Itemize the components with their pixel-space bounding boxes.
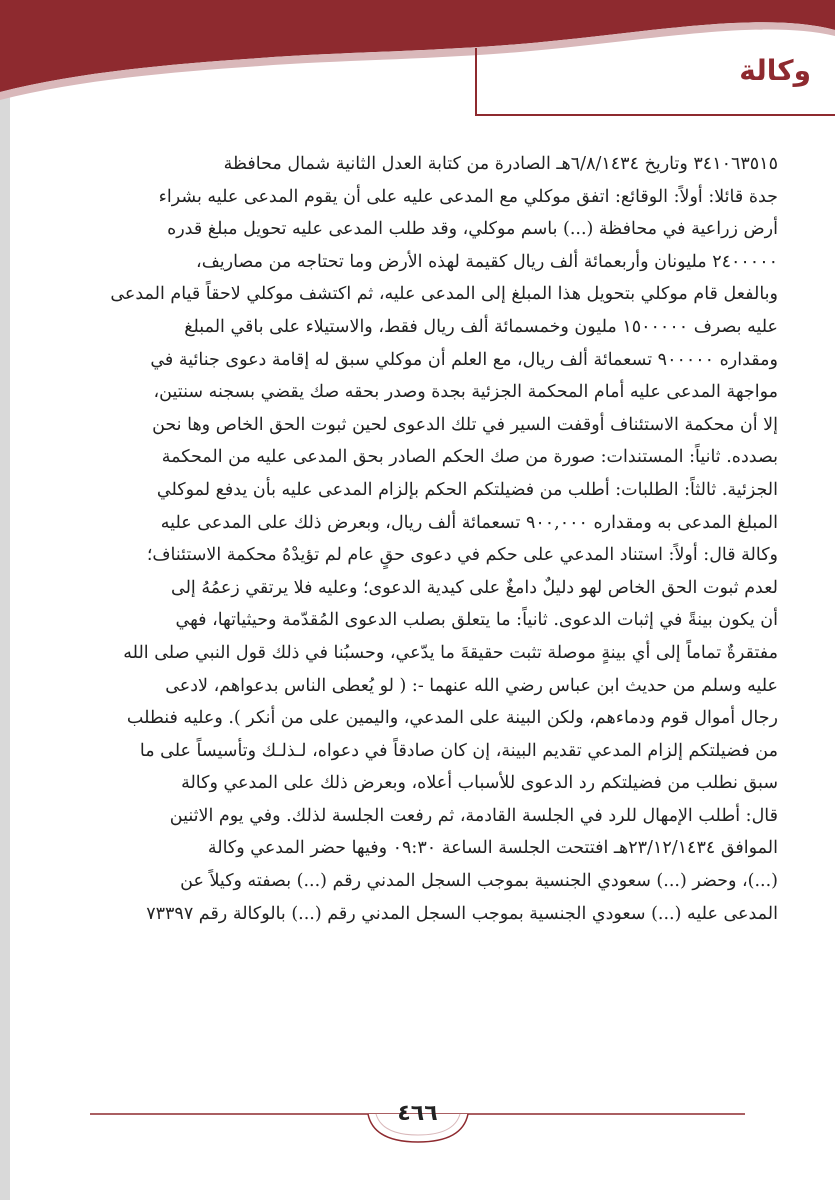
body-line: من فضيلتكم إلزام المدعي تقديم البينة، إن كان صادقاً في دعواه، لـذلـك وتأسيساً على ما [139, 740, 778, 761]
body-line: لعدم ثبوت الحق الخاص لهو دليلٌ دامغٌ على كيدية الدعوى؛ وعليه فلا يرتقي زعمُهُ إلى [170, 577, 778, 598]
chapter-title: وكالة [739, 54, 811, 87]
body-line: سبق نطلب من فضيلتكم رد الدعوى للأسباب أعلاه، وبعرض ذلك على المدعي وكالة [181, 773, 778, 794]
body-line: عليه بصرف ١٥٠٠٠٠٠ مليون وخمسمائة ألف ريال فقط، والاستيلاء على باقي المبلغ [184, 316, 778, 337]
chapter-title-box [475, 48, 835, 116]
body-line: ٢٤٠٠٠٠٠ مليونان وأربعمائة ألف ريال كقيمة لهذه الأرض وما تحتاجه من مصاريف، [196, 251, 778, 272]
page-number: ٤٦٦ [397, 1101, 438, 1126]
body-line: الجزئية. ثالثاً: الطلبات: أطلب من فضيلتكم الحكم بإلزام المدعى عليه بأن يدفع لموكلي [156, 479, 778, 500]
body-line: إلا أن محكمة الاستئناف أوقفت السير في تلك الدعوى لحين ثبوت الحق الخاص وها نحن [152, 414, 778, 435]
body-line: الموافق ٢٣/١٢/١٤٣٤هـ افتتحت الجلسة الساعة ٠٩:٣٠ وفيها حضر المدعي وكالة [207, 838, 778, 859]
body-line: رجال أموال قوم ودماءهم، ولكن البينة على المدعي، واليمين على من أنكر ). وعليه فنطلب [126, 708, 778, 729]
body-line: أرض زراعية في محافظة (...) باسم موكلي، وقد طلب المدعى عليه تحويل مبلغ قدره [167, 219, 778, 240]
body-line: وبالفعل قام موكلي بتحويل هذا المبلغ إلى المدعى عليه، ثم اكتشف موكلي لاحقاً قيام المدعى [110, 284, 778, 305]
body-line: بصدده. ثانياً: المستندات: صورة من صك الحكم الصادر بحق المدعى عليه من المحكمة [161, 447, 778, 468]
page-edge-shadow [0, 0, 10, 1200]
body-line: عليه وسلم من حديث ابن عباس رضي الله عنهما -: ( لو يُعطى الناس بدعواهم، لادعى [165, 675, 778, 696]
body-line: المبلغ المدعى به ومقداره ٩٠٠,٠٠٠ تسعمائة ألف ريال، وبعرض ذلك على المدعى عليه [160, 512, 778, 533]
page-body-text [56, 148, 778, 930]
body-line: (...)، وحضر (...) سعودي الجنسية بموجب السجل المدني رقم (...) بصفته وكيلاً عن [180, 871, 778, 892]
body-line: مفتقرةٌ تماماً إلى أي بينةٍ موصلة تثبت حقيقةَ ما يدّعي، وحسبُنا في ذلك قول النبي صلى الله [123, 642, 778, 663]
body-line: مواجهة المدعى عليه أمام المحكمة الجزئية بجدة وصدر بحقه صك يقضي بسجنه سنتين، [153, 382, 778, 403]
body-line: وكالة قال: أولاً: استناد المدعي على حكم في دعوى حقٍ عام لم تؤيدْهُ محكمة الاستئناف؛ [146, 545, 778, 566]
body-line: ٣٤١٠٦٣٥١٥ وتاريخ ٦/٨/١٤٣٤هـ الصادرة من كتابة العدل الثانية شمال محافظة [223, 154, 778, 174]
body-line: أن يكون بينةً في إثبات الدعوى. ثانياً: ما يتعلق بصلب الدعوى المُقدّمة وحيثياتها، فهي [175, 610, 778, 631]
body-line: المدعى عليه (...) سعودي الجنسية بموجب السجل المدني رقم (...) بالوكالة رقم ٧٣٣٩٧ [146, 903, 778, 924]
body-line: جدة قائلا: أولاً: الوقائع: اتفق موكلي مع المدعى عليه على أن يقوم المدعى عليه بشراء [158, 186, 778, 207]
body-line: قال: أطلب الإمهال للرد في الجلسة القادمة، ثم رفعت الجلسة لذلك. وفي يوم الاثنين [169, 805, 778, 826]
body-line: ومقداره ٩٠٠٠٠٠ تسعمائة ألف ريال، مع العلم أن موكلي سبق له إقامة دعوى جنائية في [150, 349, 778, 370]
